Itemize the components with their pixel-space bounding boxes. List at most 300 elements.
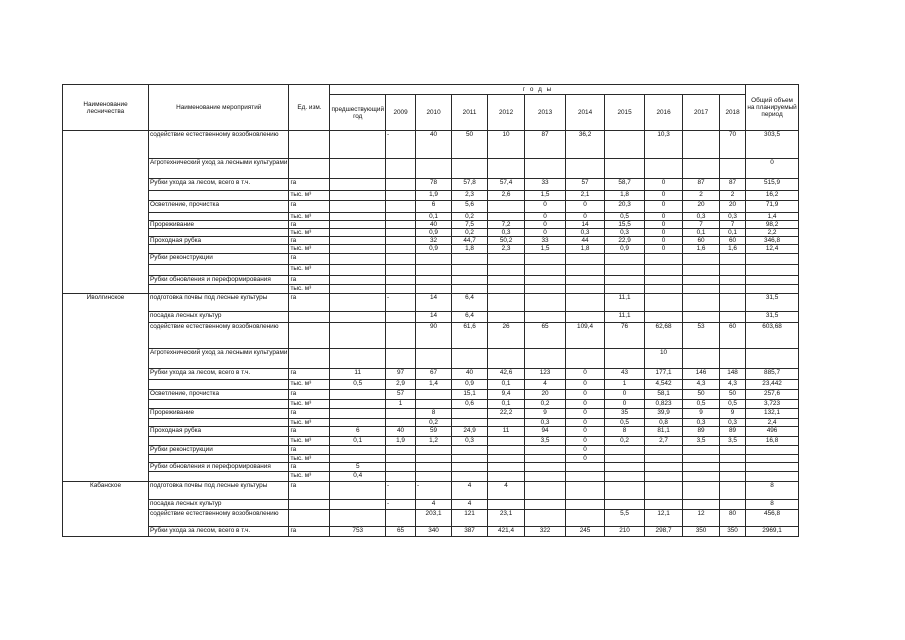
value-cell — [720, 276, 746, 285]
value-cell — [386, 472, 416, 482]
value-cell — [566, 463, 605, 472]
value-cell: 203,1 — [416, 510, 452, 527]
value-cell: 0 — [566, 437, 605, 446]
measure-name: содействие естественному возобновлению — [149, 510, 289, 527]
table-row — [63, 179, 799, 191]
value-cell: 60 — [720, 237, 746, 245]
value-cell — [605, 446, 645, 455]
value-cell: 3,5 — [683, 437, 720, 446]
table-row — [63, 312, 799, 323]
header-year: 2013 — [525, 95, 566, 131]
value-cell: 43 — [605, 369, 645, 380]
value-cell — [386, 245, 416, 254]
value-cell: 0 — [566, 390, 605, 400]
measure-name: Рубки реконструкции — [149, 446, 289, 455]
value-cell — [330, 349, 386, 369]
unit-cell: тыс. м³ — [289, 455, 330, 463]
value-cell — [330, 409, 386, 419]
table-row — [63, 245, 799, 254]
value-cell — [683, 455, 720, 463]
value-cell: 89 — [720, 427, 746, 437]
table-row — [63, 400, 799, 409]
total-cell — [746, 472, 799, 482]
value-cell: 2 — [683, 191, 720, 201]
value-cell — [416, 159, 452, 179]
value-cell: 421,4 — [488, 527, 525, 537]
value-cell — [416, 265, 452, 276]
value-cell: 7,2 — [488, 221, 525, 229]
value-cell — [330, 276, 386, 285]
unit-cell: га — [289, 276, 330, 285]
value-cell — [416, 472, 452, 482]
unit-cell: га — [289, 254, 330, 265]
value-cell: 0 — [645, 213, 683, 221]
value-cell: 1,2 — [416, 437, 452, 446]
value-cell — [683, 254, 720, 265]
measure-name — [149, 191, 289, 201]
measure-name — [149, 229, 289, 237]
value-cell — [566, 159, 605, 179]
value-cell — [525, 510, 566, 527]
value-cell: 0 — [645, 245, 683, 254]
value-cell: 0,9 — [416, 229, 452, 237]
value-cell — [330, 159, 386, 179]
value-cell: 9 — [525, 409, 566, 419]
value-cell: 9 — [720, 409, 746, 419]
table-row — [63, 294, 799, 312]
value-cell: 9 — [683, 409, 720, 419]
value-cell — [386, 455, 416, 463]
measure-name: Прореживание — [149, 409, 289, 419]
value-cell: 0 — [645, 229, 683, 237]
total-cell — [746, 276, 799, 285]
value-cell: 40 — [416, 131, 452, 159]
measure-name — [149, 380, 289, 390]
total-cell — [746, 446, 799, 455]
unit-cell: тыс. м³ — [289, 472, 330, 482]
total-cell: 2,2 — [746, 229, 799, 237]
value-cell: 1,6 — [720, 245, 746, 254]
total-cell — [746, 265, 799, 276]
value-cell: 350 — [683, 527, 720, 537]
value-cell: 57,4 — [488, 179, 525, 191]
measure-name: Прореживание — [149, 221, 289, 229]
value-cell — [386, 276, 416, 285]
unit-cell: тыс. м³ — [289, 437, 330, 446]
table-row — [63, 213, 799, 221]
value-cell: - — [416, 482, 452, 500]
value-cell — [386, 237, 416, 245]
value-cell — [488, 419, 525, 427]
value-cell: 0,8 — [645, 419, 683, 427]
value-cell: 0 — [566, 400, 605, 409]
measure-name — [149, 213, 289, 221]
value-cell — [683, 482, 720, 500]
measure-name: посадка лесных культур — [149, 500, 289, 510]
value-cell: 121 — [452, 510, 488, 527]
table-row — [63, 323, 799, 349]
unit-cell: га — [289, 237, 330, 245]
value-cell: 57 — [566, 179, 605, 191]
value-cell: 33 — [525, 179, 566, 191]
measure-name: Проходная рубка — [149, 427, 289, 437]
value-cell — [720, 265, 746, 276]
measure-name — [149, 437, 289, 446]
value-cell — [645, 500, 683, 510]
unit-cell: тыс. м³ — [289, 265, 330, 276]
header-measure: Наименование мероприятий — [149, 85, 289, 131]
value-cell: 0 — [566, 409, 605, 419]
measure-name — [149, 472, 289, 482]
value-cell — [488, 265, 525, 276]
value-cell: 0,9 — [452, 380, 488, 390]
total-cell — [746, 455, 799, 463]
value-cell: 0,823 — [645, 400, 683, 409]
table-row — [63, 221, 799, 229]
value-cell — [645, 159, 683, 179]
table-row — [63, 201, 799, 213]
value-cell: 1,8 — [566, 245, 605, 254]
table-body — [63, 131, 799, 537]
value-cell — [488, 349, 525, 369]
value-cell: 0 — [525, 213, 566, 221]
value-cell — [386, 446, 416, 455]
value-cell — [416, 446, 452, 455]
value-cell: 20 — [525, 390, 566, 400]
value-cell — [330, 294, 386, 312]
table-row — [63, 455, 799, 463]
value-cell — [330, 419, 386, 427]
total-cell — [746, 349, 799, 369]
value-cell: 0,3 — [720, 419, 746, 427]
value-cell — [330, 446, 386, 455]
value-cell: 1,6 — [683, 245, 720, 254]
value-cell — [525, 455, 566, 463]
value-cell: 0,2 — [452, 229, 488, 237]
value-cell — [416, 285, 452, 294]
value-cell: 0,1 — [416, 213, 452, 221]
value-cell: 1,8 — [605, 191, 645, 201]
measure-name — [149, 455, 289, 463]
value-cell — [525, 482, 566, 500]
value-cell — [452, 285, 488, 294]
value-cell — [525, 500, 566, 510]
value-cell — [566, 510, 605, 527]
total-cell: 0 — [746, 159, 799, 179]
value-cell: 8 — [605, 427, 645, 437]
value-cell: 50 — [452, 131, 488, 159]
value-cell — [683, 276, 720, 285]
value-cell — [683, 312, 720, 323]
unit-cell — [289, 159, 330, 179]
value-cell: 6 — [330, 427, 386, 437]
value-cell: 20,3 — [605, 201, 645, 213]
measure-name: Осветление, прочистка — [149, 201, 289, 213]
value-cell — [566, 349, 605, 369]
total-cell — [746, 254, 799, 265]
value-cell: 70 — [720, 131, 746, 159]
value-cell: 0,2 — [452, 213, 488, 221]
unit-cell: га — [289, 446, 330, 455]
value-cell — [330, 245, 386, 254]
value-cell: 0,5 — [605, 213, 645, 221]
value-cell: 210 — [605, 527, 645, 537]
value-cell: 10 — [488, 131, 525, 159]
value-cell: 44 — [566, 237, 605, 245]
value-cell: 11 — [330, 369, 386, 380]
table-row — [63, 527, 799, 537]
value-cell: 0,5 — [605, 419, 645, 427]
value-cell — [605, 131, 645, 159]
value-cell — [330, 265, 386, 276]
total-cell: 71,9 — [746, 201, 799, 213]
value-cell — [386, 201, 416, 213]
table-row — [63, 254, 799, 265]
total-cell: 456,8 — [746, 510, 799, 527]
value-cell — [416, 349, 452, 369]
table-row — [63, 482, 799, 500]
value-cell — [488, 446, 525, 455]
total-cell: 23,442 — [746, 380, 799, 390]
value-cell: 4,3 — [683, 380, 720, 390]
total-cell: 257,6 — [746, 390, 799, 400]
total-cell: 346,8 — [746, 237, 799, 245]
value-cell: 5,5 — [605, 510, 645, 527]
value-cell — [386, 179, 416, 191]
value-cell: 0 — [645, 237, 683, 245]
total-cell: 98,2 — [746, 221, 799, 229]
value-cell — [416, 455, 452, 463]
value-cell: 8 — [416, 409, 452, 419]
value-cell — [330, 237, 386, 245]
value-cell — [330, 482, 386, 500]
value-cell — [416, 390, 452, 400]
value-cell: 0,3 — [566, 229, 605, 237]
unit-cell: га — [289, 390, 330, 400]
value-cell: 1,9 — [386, 437, 416, 446]
measure-name — [149, 245, 289, 254]
measure-name: Агротехнический уход за лесными культурами — [149, 349, 289, 369]
table-row — [63, 463, 799, 472]
value-cell: 5,6 — [452, 201, 488, 213]
value-cell: 753 — [330, 527, 386, 537]
table-row — [63, 380, 799, 390]
total-cell: 3,723 — [746, 400, 799, 409]
header-forestry: Наименование лесничества — [63, 85, 149, 131]
value-cell — [720, 472, 746, 482]
total-cell — [746, 463, 799, 472]
value-cell: 0 — [566, 201, 605, 213]
value-cell: 58,1 — [645, 390, 683, 400]
header-year: 2016 — [645, 95, 683, 131]
value-cell: 23,1 — [488, 510, 525, 527]
measure-name: подготовка почвы под лесные культуры — [149, 482, 289, 500]
header-year: 2011 — [452, 95, 488, 131]
unit-cell: га — [289, 409, 330, 419]
value-cell — [416, 276, 452, 285]
value-cell: 0,5 — [330, 380, 386, 390]
value-cell — [416, 254, 452, 265]
value-cell — [488, 437, 525, 446]
value-cell — [525, 254, 566, 265]
value-cell — [330, 510, 386, 527]
value-cell: 44,7 — [452, 237, 488, 245]
value-cell — [386, 312, 416, 323]
value-cell: 0,6 — [452, 400, 488, 409]
unit-cell — [289, 131, 330, 159]
value-cell: 40 — [452, 369, 488, 380]
value-cell — [488, 312, 525, 323]
value-cell — [683, 446, 720, 455]
table-row — [63, 131, 799, 159]
total-cell: 16,8 — [746, 437, 799, 446]
value-cell — [416, 400, 452, 409]
table-row — [63, 276, 799, 285]
value-cell — [330, 455, 386, 463]
value-cell: 2,7 — [645, 437, 683, 446]
value-cell: 22,2 — [488, 409, 525, 419]
value-cell — [452, 463, 488, 472]
value-cell: 1,8 — [452, 245, 488, 254]
value-cell: 0 — [645, 179, 683, 191]
unit-cell: тыс. м³ — [289, 285, 330, 294]
value-cell: 0,3 — [683, 213, 720, 221]
value-cell — [566, 472, 605, 482]
value-cell — [452, 472, 488, 482]
unit-cell: тыс. м³ — [289, 400, 330, 409]
value-cell — [525, 265, 566, 276]
header-row-top — [63, 85, 799, 95]
value-cell: 4 — [452, 500, 488, 510]
value-cell — [605, 349, 645, 369]
value-cell — [488, 472, 525, 482]
value-cell — [566, 482, 605, 500]
measure-name: Агротехнический уход за лесными культурами — [149, 159, 289, 179]
table-row — [63, 159, 799, 179]
unit-cell: тыс. м³ — [289, 191, 330, 201]
value-cell — [525, 463, 566, 472]
value-cell: 0,1 — [488, 380, 525, 390]
value-cell: 50,2 — [488, 237, 525, 245]
value-cell — [645, 472, 683, 482]
total-cell — [746, 285, 799, 294]
value-cell: 0,1 — [488, 400, 525, 409]
value-cell — [683, 472, 720, 482]
value-cell: 340 — [416, 527, 452, 537]
total-cell: 885,7 — [746, 369, 799, 380]
value-cell: 2 — [720, 191, 746, 201]
unit-cell — [289, 349, 330, 369]
value-cell: 61,6 — [452, 323, 488, 349]
value-cell: 26 — [488, 323, 525, 349]
value-cell — [566, 254, 605, 265]
unit-cell: га — [289, 369, 330, 380]
value-cell — [720, 463, 746, 472]
value-cell: 40 — [386, 427, 416, 437]
value-cell: 0,5 — [683, 400, 720, 409]
value-cell — [488, 201, 525, 213]
value-cell: 9,4 — [488, 390, 525, 400]
value-cell: 146 — [683, 369, 720, 380]
total-cell: 8 — [746, 500, 799, 510]
header-year: 2010 — [416, 95, 452, 131]
value-cell: 0,2 — [416, 419, 452, 427]
unit-cell: га — [289, 463, 330, 472]
value-cell: 0 — [525, 229, 566, 237]
value-cell: 0,9 — [416, 245, 452, 254]
value-cell: 81,1 — [645, 427, 683, 437]
total-cell: 515,9 — [746, 179, 799, 191]
value-cell: 97 — [386, 369, 416, 380]
value-cell — [488, 254, 525, 265]
value-cell: 0,5 — [720, 400, 746, 409]
table-row — [63, 500, 799, 510]
value-cell: 3,5 — [720, 437, 746, 446]
value-cell — [386, 229, 416, 237]
forestry-name — [63, 131, 149, 294]
value-cell — [330, 254, 386, 265]
value-cell: 298,7 — [645, 527, 683, 537]
value-cell — [488, 276, 525, 285]
value-cell — [386, 221, 416, 229]
value-cell — [488, 455, 525, 463]
value-cell — [645, 446, 683, 455]
value-cell — [605, 455, 645, 463]
value-cell: 60 — [720, 323, 746, 349]
measure-name — [149, 400, 289, 409]
header-year: 2017 — [683, 95, 720, 131]
value-cell: 109,4 — [566, 323, 605, 349]
value-cell: 39,9 — [645, 409, 683, 419]
value-cell — [720, 159, 746, 179]
total-cell: 12,4 — [746, 245, 799, 254]
value-cell: 57,8 — [452, 179, 488, 191]
value-cell: 2,1 — [566, 191, 605, 201]
table-row — [63, 446, 799, 455]
value-cell — [330, 179, 386, 191]
unit-cell: га — [289, 221, 330, 229]
value-cell — [683, 159, 720, 179]
value-cell — [386, 349, 416, 369]
table-row — [63, 265, 799, 276]
value-cell: 14 — [416, 312, 452, 323]
value-cell: 4 — [452, 482, 488, 500]
value-cell: - — [386, 294, 416, 312]
value-cell — [525, 294, 566, 312]
value-cell — [488, 463, 525, 472]
value-cell: 36,2 — [566, 131, 605, 159]
value-cell: 76 — [605, 323, 645, 349]
value-cell — [525, 349, 566, 369]
total-cell: 8 — [746, 482, 799, 500]
value-cell — [720, 294, 746, 312]
value-cell — [605, 472, 645, 482]
value-cell — [452, 419, 488, 427]
value-cell: 0 — [566, 369, 605, 380]
value-cell: 1,9 — [416, 191, 452, 201]
value-cell: 14 — [566, 221, 605, 229]
value-cell: 3,5 — [525, 437, 566, 446]
value-cell: 12 — [683, 510, 720, 527]
value-cell: 0,1 — [330, 437, 386, 446]
value-cell: 1 — [605, 380, 645, 390]
value-cell: 50 — [720, 390, 746, 400]
value-cell: 1,5 — [525, 245, 566, 254]
value-cell: 7,5 — [452, 221, 488, 229]
unit-cell: тыс. м³ — [289, 213, 330, 221]
value-cell — [566, 265, 605, 276]
value-cell — [645, 265, 683, 276]
